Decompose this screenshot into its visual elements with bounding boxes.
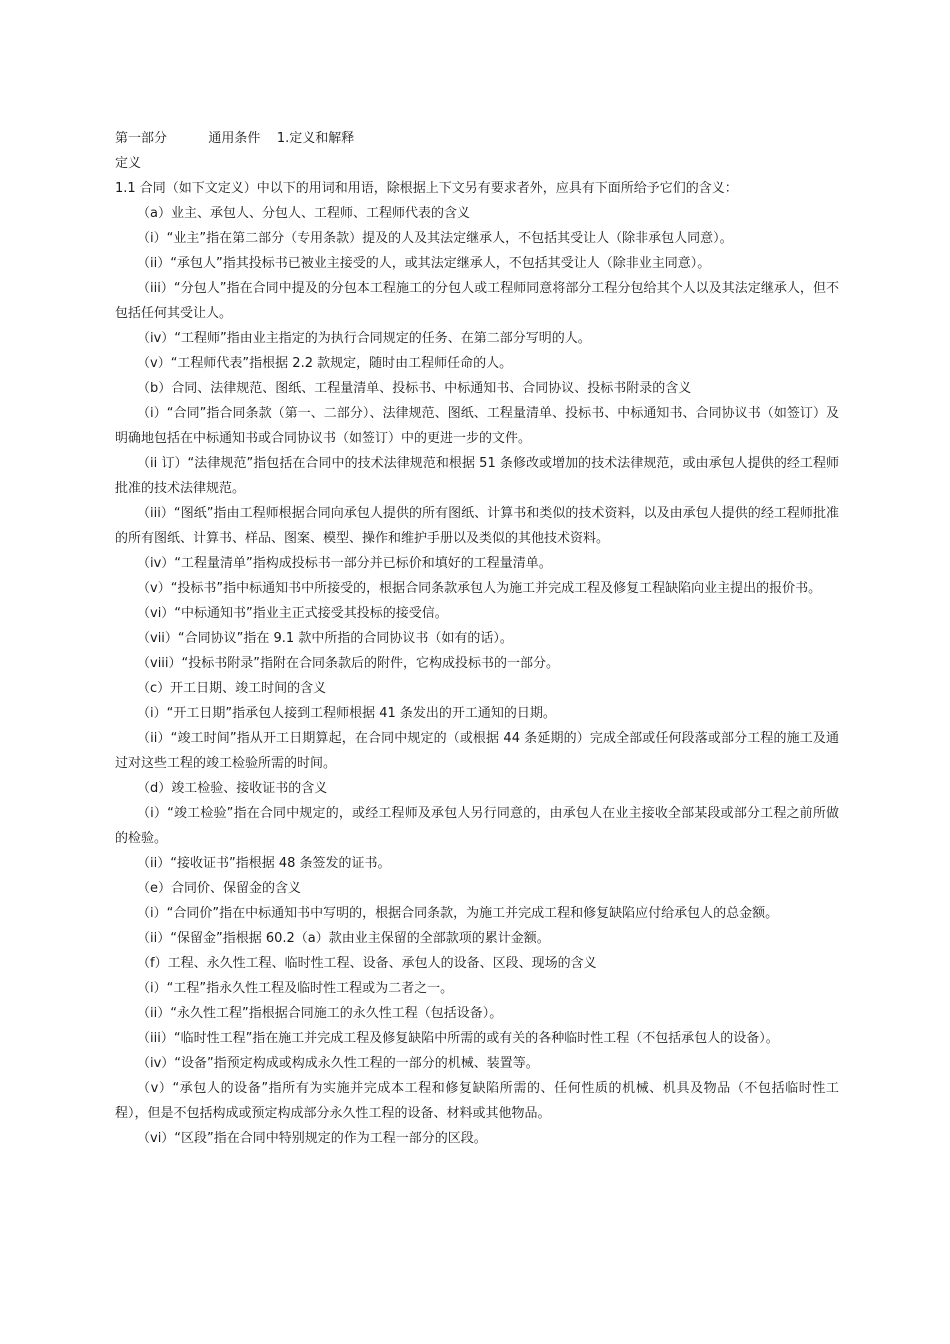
- definition-paragraph: （iv）“设备”指预定构成或构成永久性工程的一部分的机械、装置等。: [137, 1056, 539, 1071]
- definition-paragraph: （i）“合同价”指在中标通知书中写明的，根据合同条款，为施工并完成工程和修复缺陷应付给承包人的总金额。: [137, 906, 779, 921]
- subsection-c-title: （c）开工日期、竣工时间的含义: [137, 681, 327, 696]
- document-page: [115, 126, 839, 1151]
- subsection-e-title: （e）合同价、保留金的含义: [137, 881, 301, 896]
- definition-paragraph: （iii）“临时性工程”指在施工并完成工程及修复缺陷中所需的或有关的各种临时性工程（不包括承包人的设备）。: [137, 1031, 779, 1046]
- definition-paragraph: （i）“竣工检验”指在合同中规定的，或经工程师及承包人另行同意的，由承包人在业主接收全部某段或部分工程之前所做的检验。: [115, 806, 839, 846]
- subsection-a-title: （a）业主、承包人、分包人、工程师、工程师代表的含义: [137, 206, 470, 221]
- document-heading: 第一部分 通用条件 1.定义和解释: [115, 131, 355, 146]
- definition-paragraph: （iii）“图纸”指由工程师根据合同向承包人提供的所有图纸、计算书和类似的技术资料，以及由承包人提供的经工程师批准的所有图纸、计算书、样品、图案、模型、操作和维护手册以及类似的其他技术资料。: [115, 506, 839, 546]
- definition-paragraph: （i）“开工日期”指承包人接到工程师根据 41 条发出的开工通知的日期。: [137, 706, 556, 721]
- definition-paragraph: （v）“承包人的设备”指所有为实施并完成本工程和修复缺陷所需的、任何性质的机械、机具及物品（不包括临时性工程），但是不包括构成或预定构成部分永久性工程的设备、材料或其他物品。: [115, 1081, 839, 1121]
- definition-paragraph: （vi）“中标通知书”指业主正式接受其投标的接受信。: [137, 606, 448, 621]
- definition-paragraph: （ii）“接收证书”指根据 48 条签发的证书。: [137, 856, 391, 871]
- definition-paragraph: （ii）“竣工时间”指从开工日期算起，在合同中规定的（或根据 44 条延期的）完成全部或任何段落或部分工程的施工及通过对这些工程的竣工检验所需的时间。: [115, 731, 839, 771]
- subsection-d-title: （d）竣工检验、接收证书的含义: [137, 781, 328, 796]
- definition-paragraph: （ii）“永久性工程”指根据合同施工的永久性工程（包括设备）。: [137, 1006, 503, 1021]
- definition-paragraph: （ii）“保留金”指根据 60.2（a）款由业主保留的全部款项的累计金额。: [137, 931, 550, 946]
- definition-paragraph: （viii）“投标书附录”指附在合同条款后的附件，它构成投标书的一部分。: [137, 656, 559, 671]
- definition-paragraph: （ii 订）“法律规范”指包括在合同中的技术法律规范和根据 51 条修改或增加的技术法律规范，或由承包人提供的经工程师批准的技术法律规范。: [115, 456, 839, 496]
- definition-paragraph: （v）“工程师代表”指根据 2.2 款规定，随时由工程师任命的人。: [137, 356, 513, 371]
- definition-paragraph: （i）“工程”指永久性工程及临时性工程或为二者之一。: [137, 981, 454, 996]
- subsection-b-title: （b）合同、法律规范、图纸、工程量清单、投标书、中标通知书、合同协议、投标书附录的含义: [137, 381, 692, 396]
- definition-paragraph: （ii）“承包人”指其投标书已被业主接受的人，或其法定继承人，不包括其受让人（除非业主同意）。: [137, 256, 711, 271]
- definition-paragraph: （i）“合同”指合同条款（第一、二部分）、法律规范、图纸、工程量清单、投标书、中标通知书、合同协议书（如签订）及明确地包括在中标通知书或合同协议书（如签订）中的更进一步的文件。: [115, 406, 839, 446]
- subsection-f-title: （f）工程、永久性工程、临时性工程、设备、承包人的设备、区段、现场的含义: [137, 956, 597, 971]
- section-title: 定义: [115, 156, 142, 171]
- definition-paragraph: （iv）“工程量清单”指构成投标书一部分并已标价和填好的工程量清单。: [137, 556, 552, 571]
- definition-paragraph: （iv）“工程师”指由业主指定的为执行合同规定的任务、在第二部分写明的人。: [137, 331, 591, 346]
- definition-paragraph: （i）“业主”指在第二部分（专用条款）提及的人及其法定继承人，不包括其受让人（除非承包人同意）。: [137, 231, 733, 246]
- definition-paragraph: （vii）“合同协议”指在 9.1 款中所指的合同协议书（如有的话）。: [137, 631, 513, 646]
- definition-paragraph: （vi）“区段”指在合同中特别规定的作为工程一部分的区段。: [137, 1131, 487, 1146]
- definition-paragraph: （iii）“分包人”指在合同中提及的分包本工程施工的分包人或工程师同意将部分工程分包给其个人以及其法定继承人，但不包括任何其受让人。: [115, 281, 839, 321]
- intro-paragraph: 1.1 合同（如下文定义）中以下的用词和用语，除根据上下文另有要求者外，应具有下面所给予它们的含义：: [115, 181, 738, 196]
- definition-paragraph: （v）“投标书”指中标通知书中所接受的，根据合同条款承包人为施工并完成工程及修复工程缺陷向业主提出的报价书。: [137, 581, 822, 596]
